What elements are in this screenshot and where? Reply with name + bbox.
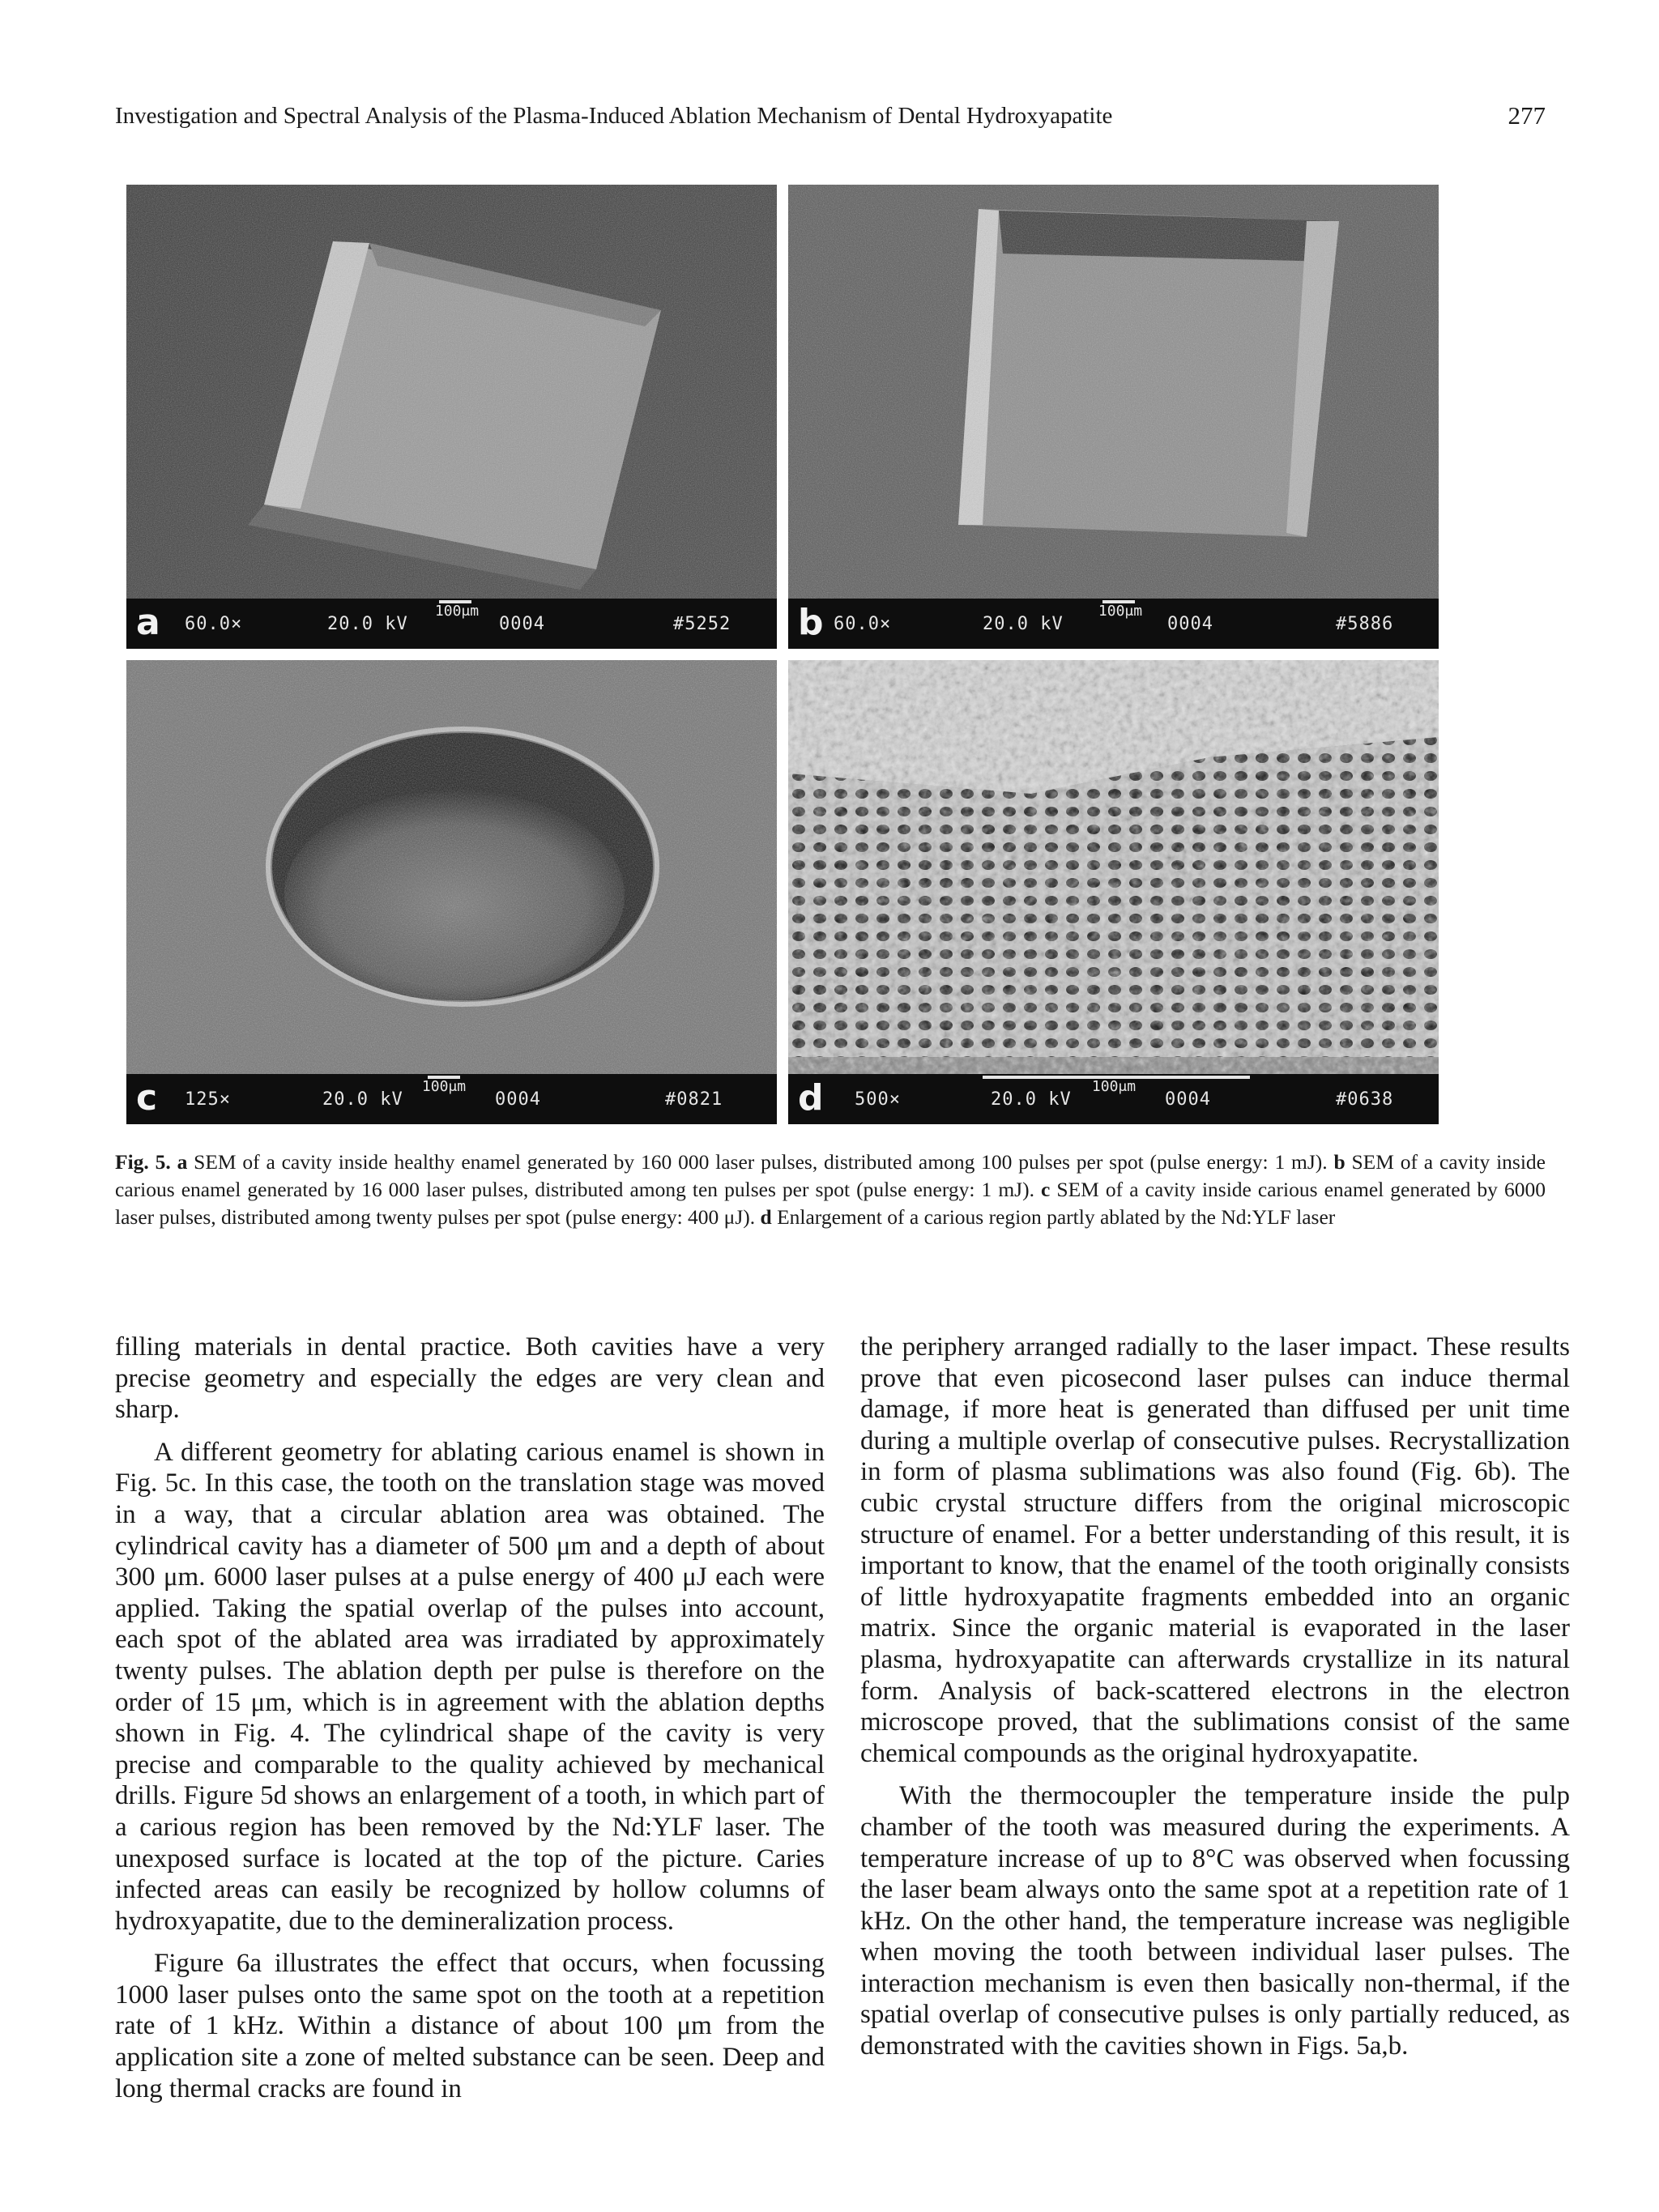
magnification: 500× [855, 1089, 901, 1110]
accelerating-voltage: 20.0 kV [983, 614, 1064, 634]
sem-image-d [788, 660, 1439, 1124]
caption-text-d: Enlargement of a carious region partly ablated by the Nd:YLF laser [771, 1205, 1336, 1229]
sem-databar-b [788, 599, 1439, 649]
panel-letter-c: c [136, 1077, 158, 1119]
sem-panel-b [788, 185, 1439, 649]
magnification: 125× [185, 1089, 231, 1110]
sem-image-b [788, 185, 1439, 649]
sem-databar-c [126, 1074, 777, 1124]
panel-letter-b: b [798, 602, 824, 643]
caption-text-a: SEM of a cavity inside healthy enamel generated by 160 000 laser pulses, distributed among 100 pulses per spot (pulse energy: 1 mJ). [187, 1150, 1334, 1174]
image-code: 0004 [1167, 614, 1213, 634]
image-code: 0004 [499, 614, 545, 634]
image-id: #0821 [665, 1089, 723, 1110]
scale-label: 100μm [434, 603, 480, 620]
accelerating-voltage: 20.0 kV [991, 1089, 1072, 1110]
sem-image-c [126, 660, 777, 1124]
figure-5 [126, 185, 1448, 1126]
sem-panel-a [126, 185, 777, 649]
image-code: 0004 [1165, 1089, 1211, 1110]
caption-letter-b: b [1333, 1150, 1346, 1174]
running-head-title: Investigation and Spectral Analysis of the Plasma-Induced Ablation Mechanism of Dental Hydroxyapatite [115, 103, 1113, 129]
caption-letter-a: a [177, 1150, 188, 1174]
paragraph: the periphery arranged radially to the laser impact. These results prove that even picosecond laser pulses can induce thermal damage, if more heat is generated than diffused per unit time during a multiple overlap of consecutive pulses. Recrystallization in form of plasma sublimations was also found (Fig. 6b). The cubic crystal structure differs from the original microscopic structure of enamel. For a better understanding of this result, it is important to know, that the enamel of the tooth originally consists of little hydroxyapatite fragments embedded into an organic matrix. Since the organic material is evaporated in the laser plasma, hydroxyapatite can afterwards crystallize in its natural form. Analysis of back-scattered electrons in the electron microscope proved, that the sublimations consist of the same chemical compounds as the original hydroxyapatite. [860, 1332, 1570, 1768]
scale-label: 100μm [421, 1078, 467, 1095]
magnification: 60.0× [185, 614, 243, 634]
sem-databar-a [126, 599, 777, 649]
running-head [115, 96, 1546, 136]
sem-image-a [126, 185, 777, 649]
body-column-right [860, 1332, 1570, 2062]
image-code: 0004 [495, 1089, 541, 1110]
figure-caption [115, 1149, 1546, 1231]
caption-text-c: SEM of a cavity inside carious enamel generated by 6000 laser pulses, distributed among twenty pulses per spot (pulse energy: 400 μJ). [115, 1178, 1546, 1229]
image-id: #5252 [673, 614, 731, 634]
panel-letter-d: d [798, 1077, 824, 1119]
sem-databar-d [788, 1074, 1439, 1124]
paragraph: filling materials in dental practice. Both cavities have a very precise geometry and especially the edges are very clean and sharp. [115, 1332, 825, 1425]
caption-letter-c: c [1041, 1178, 1051, 1201]
sem-panel-c [126, 660, 777, 1124]
caption-text-b: SEM of a cavity inside carious enamel generated by 16 000 laser pulses, distributed among ten pulses per spot (pulse energy: 1 mJ). [115, 1150, 1546, 1201]
magnification: 60.0× [834, 614, 892, 634]
page-number: 277 [1508, 101, 1546, 130]
image-id: #0638 [1336, 1089, 1394, 1110]
panel-letter-a: a [136, 602, 160, 643]
scale-label: 100μm [1098, 603, 1143, 620]
caption-figure-label: Fig. 5. [115, 1150, 171, 1174]
caption-letter-d: d [760, 1205, 772, 1229]
paragraph: A different geometry for ablating carious enamel is shown in Fig. 5c. In this case, the tooth on the translation stage was moved in a way, that a circular ablation area was obtained. The cylindrical cavity has a diameter of 500 μm and a depth of about 300 μm. 6000 laser pulses at a pulse energy of 400 μJ each were applied. Taking the spatial overlap of the pulses into account, each spot of the ablated area was irradiated by approximately twenty pulses. The ablation depth per pulse is therefore on the order of 15 μm, which is in agreement with the ablation depths shown in Fig. 4. The cylindrical shape of the cavity is very precise and comparable to the quality achieved by mechanical drills. Figure 5d shows an enlargement of a tooth, in which part of a carious region has been removed by the Nd:YLF laser. The unexposed surface is located at the top of the picture. Caries infected areas can easily be recognized by hollow columns of hydroxyapatite, due to the demineralization process. [115, 1437, 825, 1936]
sem-panel-d [788, 660, 1439, 1124]
paragraph: With the thermocoupler the temperature inside the pulp chamber of the tooth was measured during the experiments. A temperature increase of up to 8°C was observed when focussing the laser beam always onto the same spot at a repetition rate of 1 kHz. On the other hand, the temperature increase was negligible when moving the tooth between individual laser pulses. The interaction mechanism is even then basically non-thermal, if the spatial overlap of consecutive pulses is only partially reduced, as demonstrated with the cavities shown in Figs. 5a,b. [860, 1781, 1570, 2061]
body-column-left [115, 1332, 825, 2104]
accelerating-voltage: 20.0 kV [327, 614, 408, 634]
accelerating-voltage: 20.0 kV [322, 1089, 403, 1110]
image-id: #5886 [1336, 614, 1394, 634]
scale-label: 100μm [1091, 1078, 1137, 1095]
paragraph: Figure 6a illustrates the effect that occurs, when focussing 1000 laser pulses onto the same spot on the tooth at a repetition rate of 1 kHz. Within a distance of about 100 μm from the application site a zone of melted substance can be seen. Deep and long thermal cracks are found in [115, 1949, 825, 2103]
